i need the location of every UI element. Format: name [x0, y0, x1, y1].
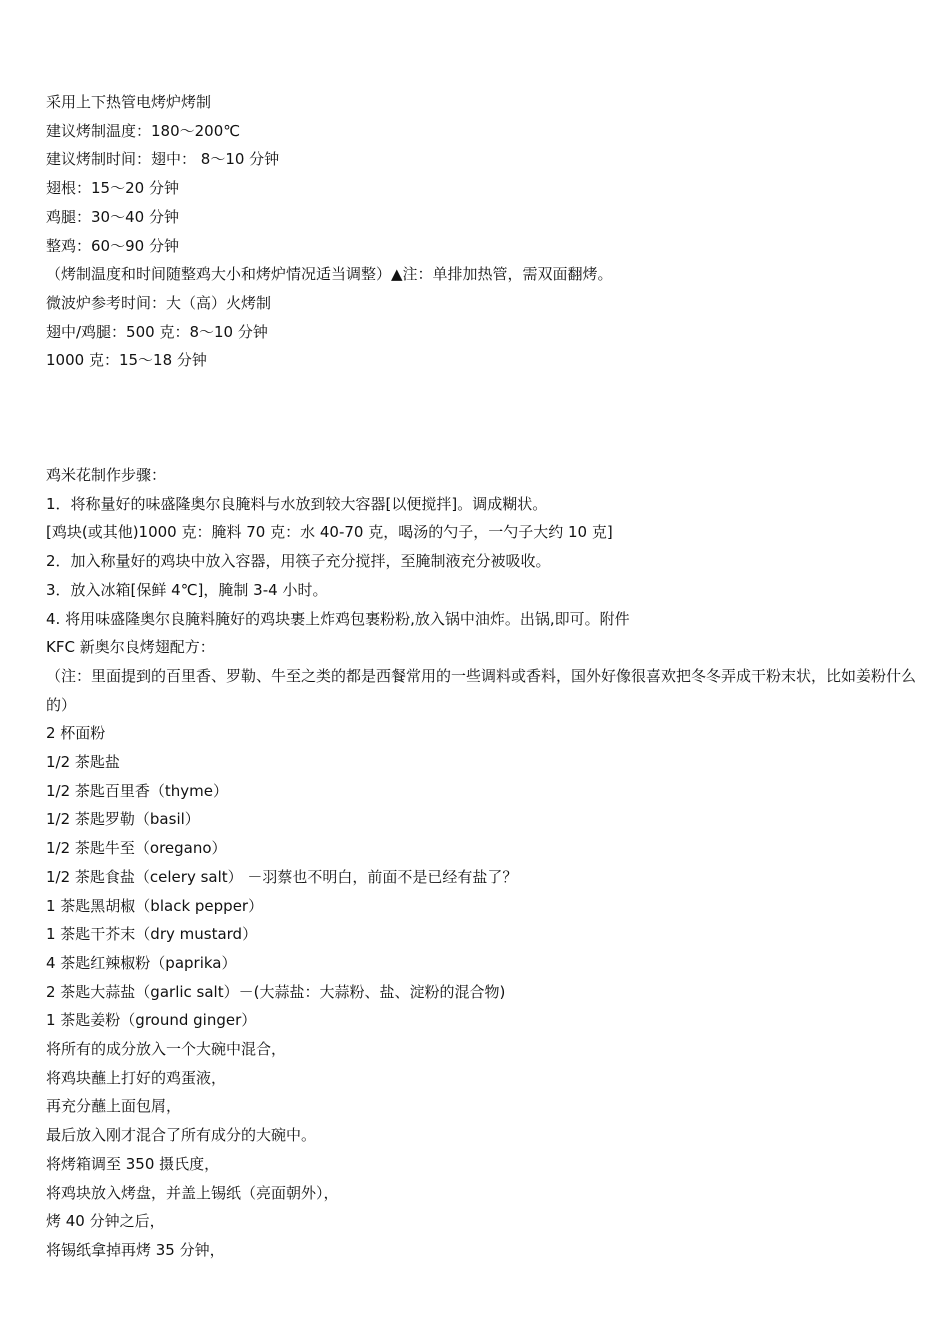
ingredient-line: 1/2 茶匙百里香（thyme） [46, 781, 229, 800]
ingredient-line: 2 茶匙大蒜盐（garlic salt）－(大蒜盐：大蒜粉、盐、淀粉的混合物) [46, 982, 506, 1001]
method-line: 将鸡块放入烤盘，并盖上锡纸（亮面朝外）， [46, 1183, 339, 1202]
ingredient-line: 1/2 茶匙罗勒（basil） [46, 810, 200, 829]
step-line: 1．将称量好的味盛隆奥尔良腌料与水放到较大容器[以便搅拌]。调成糊状。 [46, 494, 548, 513]
text-line: 翅中/鸡腿：500 克：8～10 分钟 [46, 322, 268, 341]
text-line: 整鸡：60～90 分钟 [46, 236, 179, 255]
ingredient-line: 1/2 茶匙食盐（celery salt） －羽蔡也不明白，前面不是已经有盐了？ [46, 867, 518, 886]
baking-instructions-section [46, 88, 926, 375]
ingredient-line: 4 茶匙红辣椒粉（paprika） [46, 953, 237, 972]
method-line: 将鸡块蘸上打好的鸡蛋液， [46, 1068, 227, 1087]
text-line: 建议烤制时间：翅中： 8～10 分钟 [46, 150, 280, 169]
text-line: 翅根：15～20 分钟 [46, 179, 179, 198]
note-paragraph: （注：里面提到的百里香、罗勒、牛至之类的都是西餐常用的一些调料或香料，国外好像很喜欢把冬冬弄成干粉末状，比如姜粉什么的） [46, 666, 917, 714]
ingredient-line: 1/2 茶匙牛至（oregano） [46, 839, 227, 858]
text-line: 1000 克：15～18 分钟 [46, 351, 207, 370]
text-line: 建议烤制温度：180～200℃ [46, 121, 241, 140]
method-line: 将烤箱调至 350 摄氏度， [46, 1154, 220, 1173]
method-line: 将所有的成分放入一个大碗中混合， [46, 1040, 287, 1059]
method-line: 再充分蘸上面包屑， [46, 1097, 182, 1116]
ingredient-line: 2 杯面粉 [46, 724, 106, 743]
recipe-title: KFC 新奥尔良烤翅配方： [46, 638, 215, 657]
popcorn-chicken-recipe-section [46, 461, 926, 1265]
step-line: 2．加入称量好的鸡块中放入容器，用筷子充分搅拌，至腌制液充分被吸收。 [46, 552, 551, 571]
section-heading: 鸡米花制作步骤： [46, 466, 167, 484]
ingredient-line: 1/2 茶匙盐 [46, 753, 120, 772]
text-line: 采用上下热管电烤炉烤制 [46, 93, 212, 111]
text-line: [鸡块(或其他)1000 克：腌料 70 克：水 40-70 克，喝汤的勺子，一勺子大约 10 克] [46, 523, 613, 542]
step-line: 3．放入冰箱[保鲜 4℃]，腌制 3-4 小时。 [46, 580, 328, 599]
text-line: 微波炉参考时间：大（高）火烤制 [46, 293, 272, 312]
text-line: （烤制温度和时间随整鸡大小和烤炉情况适当调整）▲注：单排加热管，需双面翻烤。 [46, 265, 613, 284]
method-line: 最后放入刚才混合了所有成分的大碗中。 [46, 1126, 317, 1145]
method-line: 将锡纸拿掉再烤 35 分钟， [46, 1240, 225, 1259]
text-line: 鸡腿：30～40 分钟 [46, 207, 179, 226]
ingredient-line: 1 茶匙干芥末（dry mustard） [46, 925, 258, 944]
ingredient-line: 1 茶匙姜粉（ground ginger） [46, 1011, 257, 1030]
method-line: 烤 40 分钟之后， [46, 1212, 165, 1231]
step-line: 4. 将用味盛隆奥尔良腌料腌好的鸡块裹上炸鸡包裹粉粉,放入锅中油炸。出锅,即可。附件 [46, 609, 630, 628]
ingredient-line: 1 茶匙黑胡椒（black pepper） [46, 896, 264, 915]
